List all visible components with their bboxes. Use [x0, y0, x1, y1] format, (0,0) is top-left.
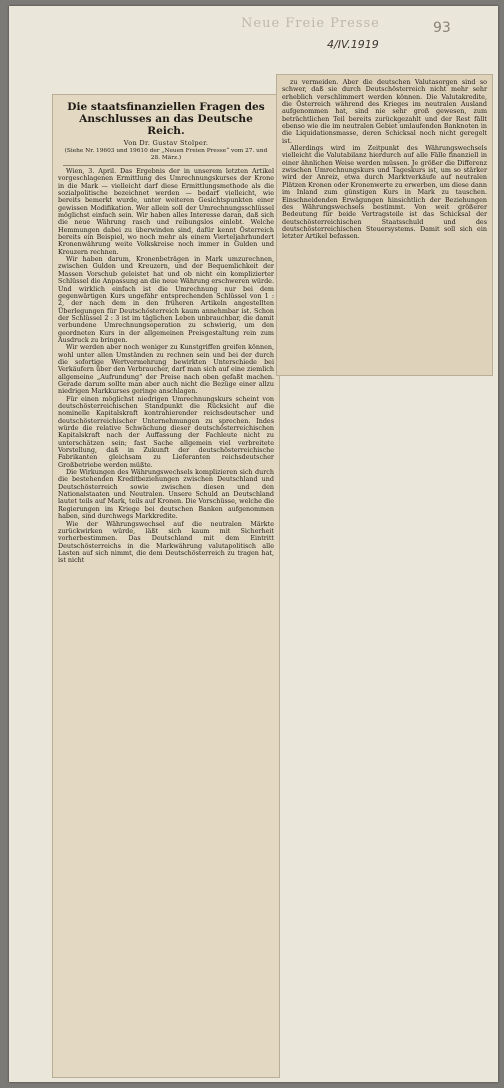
article-title: Die staatsfinanziellen Fragen des Anschlusses an das Deutsche Reich.	[67, 101, 265, 137]
paragraph: Wien, 3. April. Das Ergebnis der in unserem letzten Artikel vorgeschlagenen Ermittlung des Umrechnungskurses der Krone in die Mark — vielleicht darf diese Ermittlungsmethode als die sozialpolitische bezeichnet werden — bedarf vielleicht, wie bereits bemerkt wurde, unter weiteren Gesichtspunkten einer gewissen Modifikation. Wer allein soll der Umrechnungsschlüssel möglichst einfach sein. Wir haben alles Interesse daran, daß sich die neue Währung rasch und reibungslos einlebt. Welche Hemmungen dabei zu überwinden sind, dafür kennt Österreich bereits ein Beispiel, wo noch mehr als einem Vierteljahrhundert Kronenwährung weite Volkskreise noch immer in Gulden und Kreuzern rechnen.	[58, 167, 274, 256]
newspaper-stamp: Neue Freie Presse	[241, 16, 380, 31]
article-clipping-left-column	[52, 94, 280, 1078]
article-clipping-right-column	[276, 74, 493, 376]
paragraph: Wie der Währungswechsel auf die neutralen Märkte zurückwirken würde, läßt sich kaum mit Sicherheit vorherbestimmen. Das Deutschland mit dem Eintritt Deutschösterreichs in die Markwährung valutapolitisch alle Lasten auf sich nimmt, die dem Deutschösterreich zu tragen hat, ist nicht	[58, 519, 274, 565]
paragraph: zu vermeiden. Aber die deutschen Valutasorgen sind so schwer, daß sie durch Deutschösterreich nicht mehr sehr erheblich verschlimmert werden können. Die Valutakredite, die Österreich während des Krieges im neutralen Ausland aufgenommen hat, sind nie sehr groß gewesen, zum beträchtlichen Teil bereits zurückgezahlt und der Rest fällt ebenso wie die im neutralen Gebiet umlaufenden Banknoten in die Liquidationsmasse, deren Schicksal noch nicht geregelt ist.	[282, 78, 487, 145]
paragraph: Wir werden aber noch weniger zu Kunstgriffen greifen können, wohl unter allen Umständen zu rechnen sein und bei der durch die sofortige Wertvermehrung bewirkten Unterschiede bei Verkäufern über den Verbraucher, darf man sich auf eine ziemlich allgemeine „Aufrundung“ der Preise nach oben gefaßt machen. Gerade darum sollte man aber auch nicht die Bezüge einer allzu niedrigen Markkurses geringe anschlagen.	[58, 343, 274, 396]
article-body-left	[58, 168, 274, 565]
article-byline: Von Dr. Gustav Stolper.	[123, 139, 209, 147]
divider	[63, 165, 269, 166]
paragraph: Allerdings wird im Zeitpunkt des Währungswechsels vielleicht die Valutabilanz hierdurch auf alle Fälle finanziell in einer ähnlichen Weise werden müssen. Je größer die Differenz zwischen Umrechnungskurs und Tageskurs ist, um so stärker wird der Anreiz, etwa durch Marktverkäufe auf neutralen Plätzen Kronen oder Kronenwerte zu erwerben, um diese dann im Inland zum günstigen Kurs in Mark zu tauschen. Einschneidenden Erwägungen hinsichtlich der Beziehungen des Währungswechsels bestimmt. Von weit größerer Bedeutung für beide Vertragsteile ist das Schicksal der deutschösterreichischen Staatsschuld und des deutschösterreichischen Steuersystems. Damit soll sich ein letzter Artikel befassen.	[282, 144, 487, 241]
handwritten-date: 4/IV.1919	[327, 38, 379, 51]
page-number-note: 93	[433, 20, 451, 36]
paragraph: Für einen möglichst niedrigen Umrechnungskurs scheint von deutschösterreichischen Standpunkt die Rücksicht auf die nominelle Kapitalskraft kontrahierender reichsdeutscher und deutschösterreichischer Unternehmungen zu sprechen. Indes würde die relative Schwächung dieser deutschösterreichischen Kapitalskraft nach der Auffassung der Fachleute nicht zu unterschätzen sein; fast Sache allgemein viel verbreitete Vorstellung, daß in Zukunft der deutschösterreichische Fabrikanten gleichsam zu Lieferanten reichsdeutscher Großbetriebe werden müßte.	[58, 394, 274, 469]
article-body-right	[282, 79, 487, 241]
article-source-note: (Siehe Nr. 19603 und 19610 der „Neuen Freien Presse“ vom 27. und 28. März.)	[64, 148, 268, 161]
paragraph: Die Wirkungen des Währungswechsels komplizieren sich durch die bestehenden Kreditbeziehungen zwischen Deutschland und Deutschösterreich sowie zwischen diesen und den Nationalstaaten und Neutralen. Unsere Schuld an Deutschland lautet teils auf Mark, teils auf Kronen. Die Vorschüsse, welche die Regierungen im Kriege bei deutschen Banken aufgenommen haben, sind durchwegs Markkredite.	[58, 468, 274, 521]
paragraph: Wir haben darum, Kronenbeträgen in Mark umzurechnen, zwischen Gulden und Kreuzern, und der Bequemlichkeit der Massen Vorschub geleistet hat und ob nicht ein komplizierter Schlüssel die Anpassung an die neue Währung erschweren würde. Und wirklich einfach ist die Umrechnung nur bei dem gegenwärtigen Kurs ungefähr entsprechenden Schlüssel von 1 : 2, der nach dem in den früheren Artikeln angestellten Überlegungen für Deutschösterreich kaum annehmbar ist. Schon der Schlüssel 2 : 3 ist im täglichen Leben unbrauchbar, die damit verbundene Umrechnungsoperation zu schwierig, um den geordneten Kurs in der allgemeinen Preisgestaltung rein zum Ausdruck zu bringen.	[58, 255, 274, 344]
